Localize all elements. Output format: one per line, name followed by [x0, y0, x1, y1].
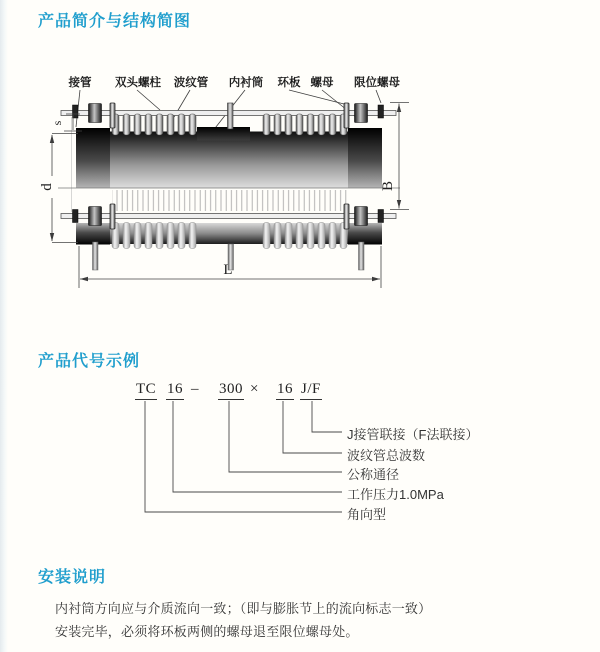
section-title-code-example: 产品代号示例	[38, 353, 141, 370]
installation-line-2: 安装完毕，必须将环板两侧的螺母退至限位螺母处。	[55, 624, 359, 639]
dim-label-s: s	[50, 120, 64, 126]
section-title-installation: 安装说明	[38, 569, 107, 586]
code-part-waves: 16	[276, 381, 294, 400]
dim-label-d: d	[39, 183, 55, 191]
limit-nut-right-top	[378, 105, 384, 118]
code-part-type: TC	[135, 381, 157, 400]
end-block-left-lower	[76, 223, 110, 245]
ring-plate-left-bottom	[110, 204, 115, 229]
code-part-dash: –	[191, 381, 199, 397]
nut-left-top	[89, 104, 102, 123]
callout-nominal-diameter: 公称通径	[347, 467, 400, 482]
limit-nut-left-bottom	[73, 210, 79, 223]
ring-plate-right-bottom	[344, 204, 349, 229]
ring-plate-left-top	[110, 103, 115, 128]
nut-right-top	[355, 104, 368, 123]
center-stud-top	[228, 103, 234, 129]
label-double-end-stud: 双头螺柱	[115, 77, 161, 89]
label-bellows: 波纹管	[173, 77, 209, 89]
stud-pin-left-bottom	[93, 242, 99, 270]
callout-angular-type: 角向型	[347, 507, 387, 522]
nut-left-bottom	[89, 207, 102, 226]
stud-pin-right-bottom	[359, 242, 365, 270]
dimension-b	[390, 103, 409, 210]
dim-label-l: L	[223, 262, 233, 278]
code-connector-lines	[145, 401, 342, 512]
center-collar	[197, 127, 250, 141]
code-part-connection: J/F	[300, 381, 322, 400]
callout-connection: J接管联接（F法联接）	[347, 427, 479, 442]
code-part-pressure: 16	[166, 381, 184, 400]
end-block-left-upper	[76, 128, 110, 188]
label-connecting-pipe: 接管	[68, 77, 92, 89]
label-nut: 螺母	[310, 77, 334, 89]
section-title-intro: 产品简介与结构简图	[38, 13, 192, 30]
callout-working-pressure: 工作压力1.0MPa	[347, 487, 444, 502]
label-inner-liner: 内衬筒	[228, 77, 264, 89]
ring-plate-right-top	[344, 103, 349, 128]
dim-label-b: B	[380, 180, 396, 192]
hidden-lines	[112, 190, 348, 211]
installation-line-1: 内衬筒方向应与介质流向一致；（即与膨胀节上的流向标志一致）	[55, 601, 432, 616]
label-ring-plate: 环板	[277, 77, 301, 89]
nut-right-bottom	[355, 207, 368, 226]
label-limit-nut: 限位螺母	[354, 77, 400, 89]
end-block-right-upper	[348, 128, 382, 188]
limit-nut-right-bottom	[378, 210, 384, 223]
callout-wave-count: 波纹管总波数	[347, 448, 426, 463]
code-part-times: ×	[250, 381, 259, 397]
end-block-right-lower	[348, 223, 382, 245]
code-part-diameter: 300	[218, 381, 244, 400]
